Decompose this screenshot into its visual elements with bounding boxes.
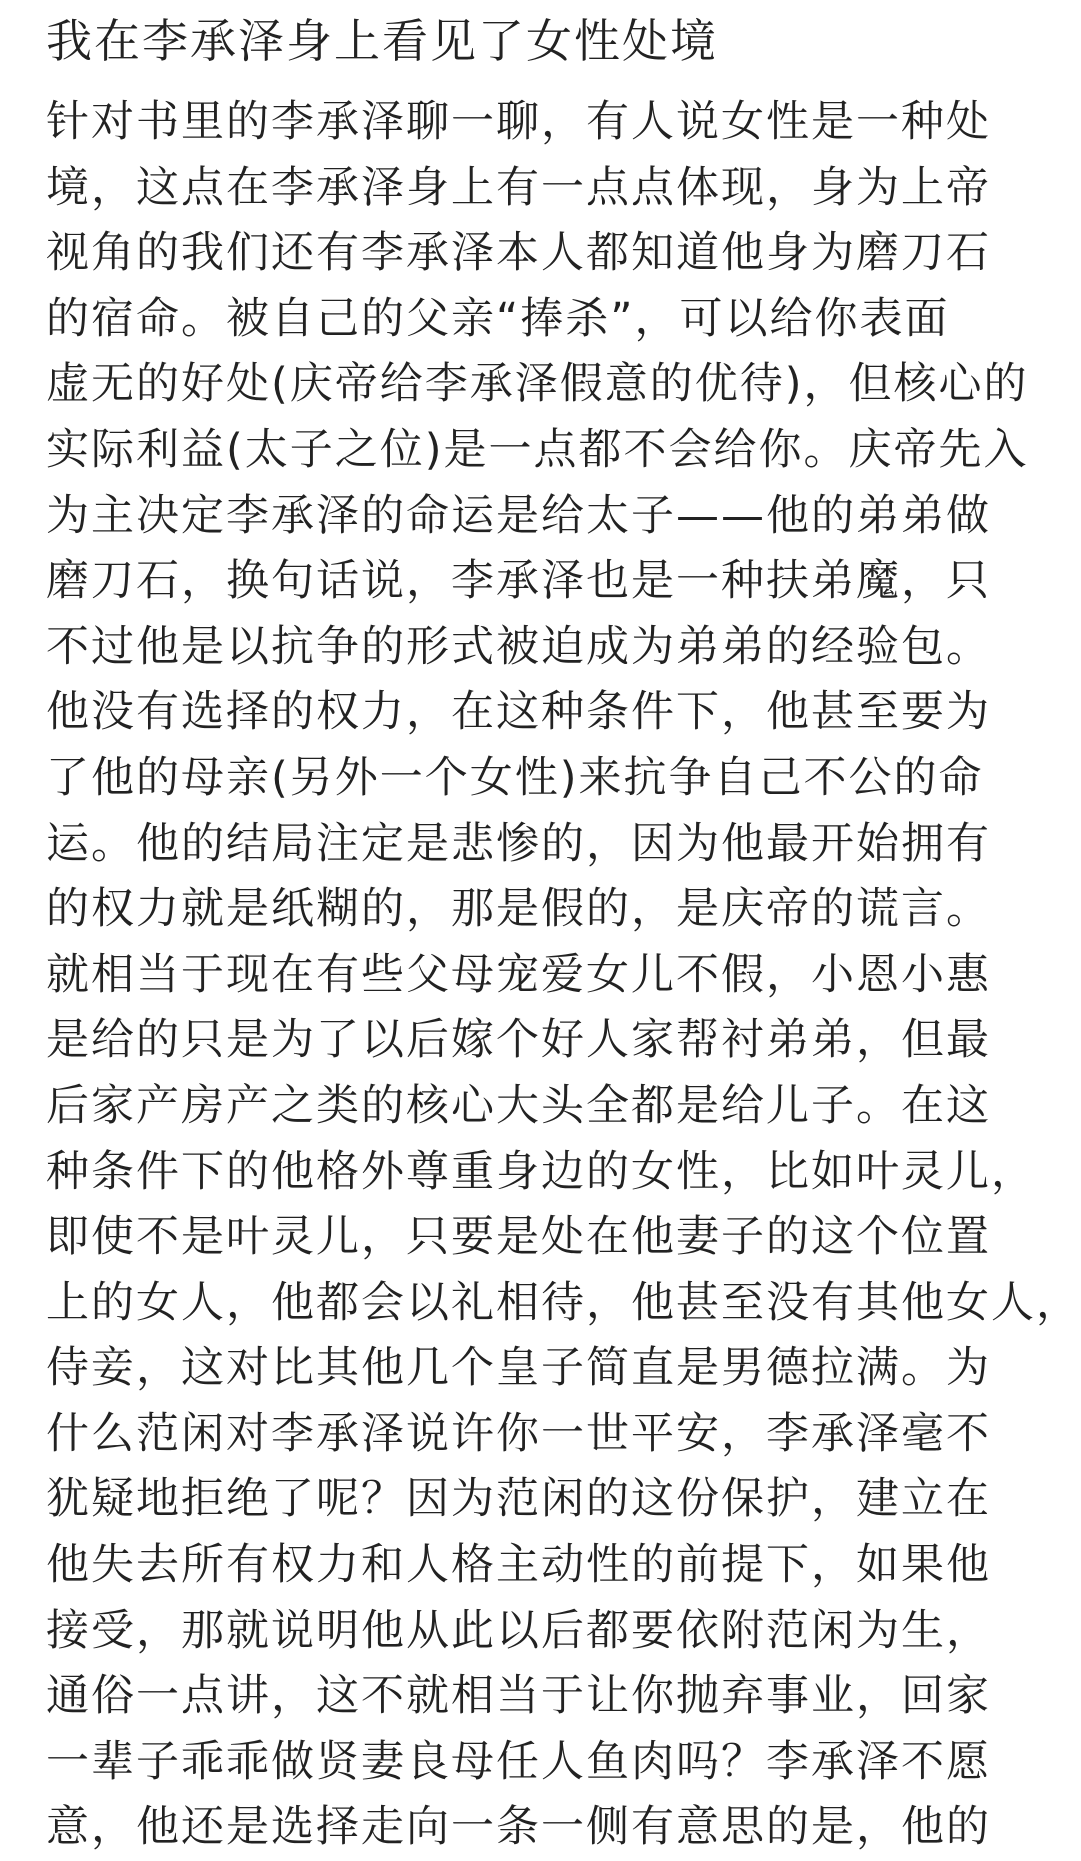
text-line: 就相当于现在有些父母宠爱女儿不假，小恩小惠 bbox=[46, 949, 991, 1000]
text-line: 什么范闲对李承泽说许你一世平安，李承泽毫不 bbox=[46, 1408, 991, 1459]
text-line: 的宿命。被自己的父亲“捧杀”，可以给你表面 bbox=[46, 293, 950, 344]
text-line: 不过他是以抗争的形式被迫成为弟弟的经验包。 bbox=[46, 621, 991, 672]
text-line: 的权力就是纸糊的，那是假的，是庆帝的谎言。 bbox=[46, 884, 991, 935]
text-line: 侍妾，这对比其他几个皇子简直是男德拉满。为 bbox=[46, 1343, 991, 1394]
text-line: 上的女人，他都会以礼相待，他甚至没有其他女人， bbox=[46, 1277, 1081, 1328]
text-line: 后家产房产之类的核心大头全都是给儿子。在这 bbox=[46, 1080, 991, 1131]
text-line: 为主决定李承泽的命运是给太子——他的弟弟做 bbox=[46, 490, 991, 541]
text-line: 针对书里的李承泽聊一聊，有人说女性是一种处 bbox=[46, 97, 991, 147]
text-line: 运。他的结局注定是悲惨的，因为他最开始拥有 bbox=[46, 818, 991, 869]
text-line: 磨刀石，换句话说，李承泽也是一种扶弟魔，只 bbox=[46, 556, 991, 607]
text-line: 虚无的好处(庆帝给李承泽假意的优待)，但核心的 bbox=[46, 359, 1029, 410]
text-line: 种条件下的他格外尊重身边的女性，比如叶灵儿， bbox=[46, 1146, 1036, 1197]
article-body bbox=[46, 90, 1081, 1861]
text-line: 是给的只是为了以后嫁个好人家帮衬弟弟，但最 bbox=[46, 1015, 991, 1066]
text-line: 视角的我们还有李承泽本人都知道他身为磨刀石 bbox=[46, 228, 991, 279]
text-line: 通俗一点讲，这不就相当于让你抛弃事业，回家 bbox=[46, 1671, 991, 1722]
text-line: 意，他还是选择走向一条一侧有意思的是，他的 bbox=[46, 1802, 991, 1853]
text-line: 他失去所有权力和人格主动性的前提下，如果他 bbox=[46, 1540, 991, 1591]
text-line: 了他的母亲(另外一个女性)来抗争自己不公的命 bbox=[46, 752, 984, 803]
text-line: 一辈子乖乖做贤妻良母任人鱼肉吗？李承泽不愿 bbox=[46, 1736, 991, 1787]
text-line: 犹疑地拒绝了呢？因为范闲的这份保护，建立在 bbox=[46, 1474, 991, 1525]
text-line: 他没有选择的权力，在这种条件下，他甚至要为 bbox=[46, 687, 991, 738]
text-line: 即使不是叶灵儿，只要是处在他妻子的这个位置 bbox=[46, 1212, 991, 1263]
article-title: 我在李承泽身上看见了女性处境 bbox=[46, 14, 718, 68]
text-line: 实际利益(太子之位)是一点都不会给你。庆帝先入 bbox=[46, 424, 1029, 475]
text-line: 接受，那就说明他从此以后都要依附范闲为生， bbox=[46, 1605, 991, 1656]
text-line: 境，这点在李承泽身上有一点点体现，身为上帝 bbox=[46, 162, 991, 213]
